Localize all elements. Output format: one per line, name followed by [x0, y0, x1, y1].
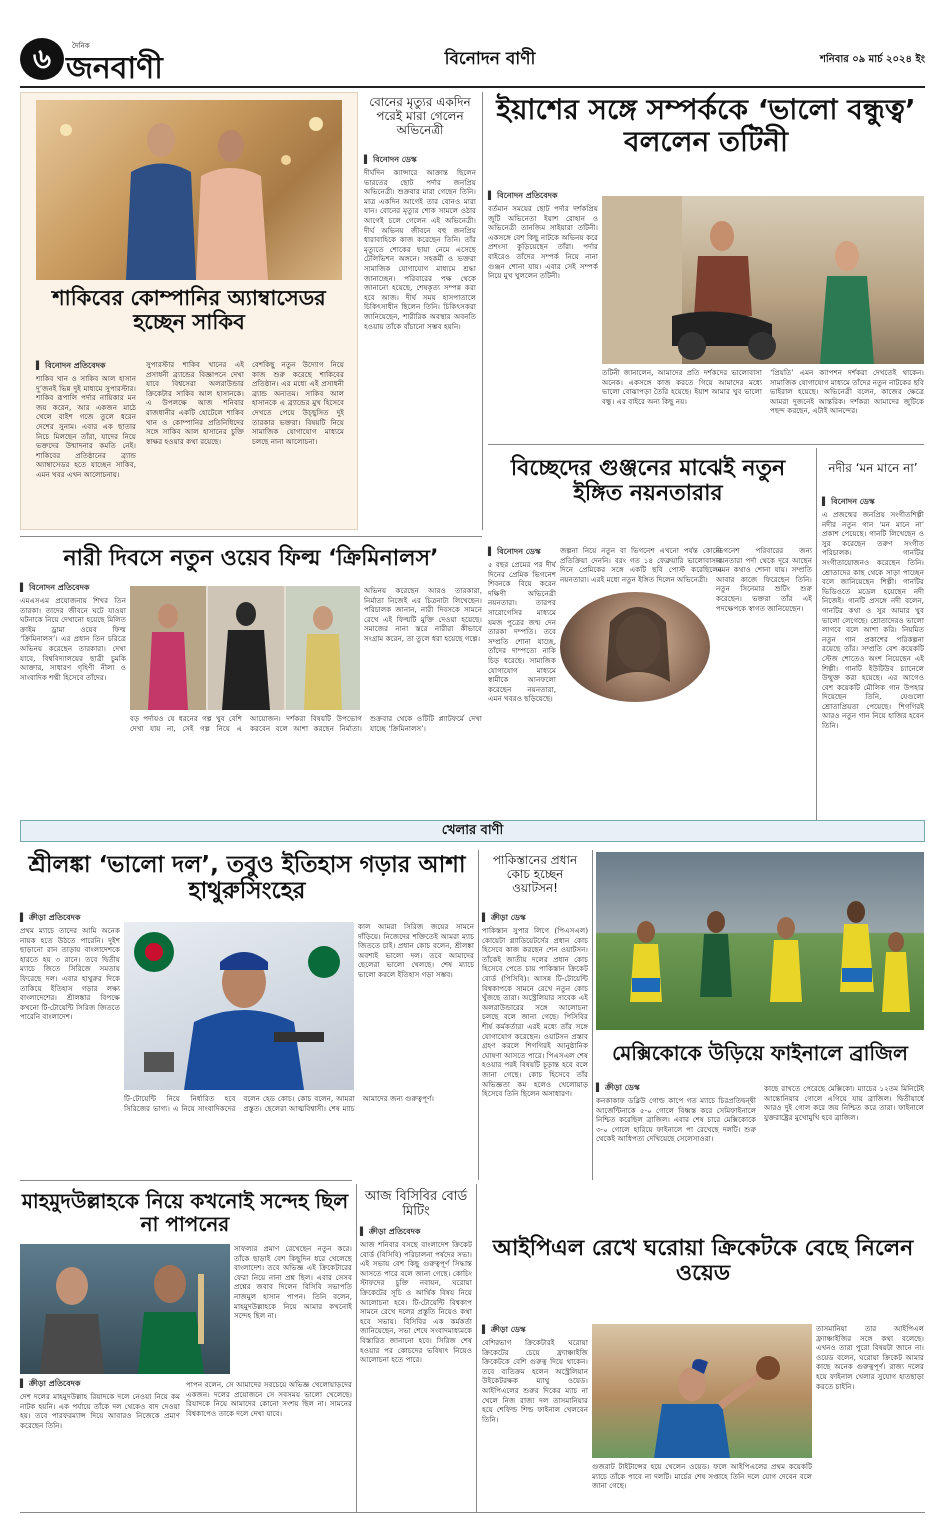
column-rule — [476, 1184, 477, 1512]
brazil-byline-text: ক্রীড়া ডেস্ক — [604, 1083, 640, 1092]
pen-icon: ▌ — [20, 913, 27, 922]
section-title: বিনোদন বাণী — [444, 49, 536, 69]
ipl-photo — [592, 1324, 812, 1458]
pen-icon: ▌ — [488, 191, 495, 200]
pak-body: পাকিস্তান সুপার লিগে (পিএসএল) কোয়েটা গ্ল্যাডিয়েটর্সের প্রধান কোচ হিসেবে কাজ করছেন শেন ওয়াটসন। তাঁকেই জাতীয় দলের প্রধান কোচ হিসেবে পেতে চায় পাকিস্তান ক্রিকেট বোর্ড (পিসিবি)। আসন্ন টি-টোয়েন্টি বিশ্বকাপকে সামনে রেখে নতুন কোচ খুঁজছে তারা। অস্ট্রেলিয়ার সাবেক এই অলরাউন্ডারের সঙ্গে আলোচনা চলছে বলে জানা গেছে। পিসিবির শীর্ষ কর্মকর্তারা এরই মধ্যে তাঁর সঙ্গে যোগাযোগ করেছেন। ওয়াটসন প্রস্তাব গ্রহণ করলে শিগগিরই আনুষ্ঠানিক ঘোষণা আসতে পারে। পিএসএল শেষ হওয়ার পরই বিষয়টি চূড়ান্ত হবে বলে জানা গেছে। কোচ হিসেবে তাঁর অভিজ্ঞতা কম হলেও খেলোয়াড় হিসেবে তিনি ছিলেন অসাধারণ। — [482, 926, 588, 1099]
row-rule — [20, 536, 482, 537]
mahmud-col3: দেশ দলের মাহমুদউল্লাহ রিয়াদকে দলে নেওয়া নিয়ে কম নাটক হয়নি। এক পর্যায়ে তাঁকে দল থেকেও বাদ দেওয়া হয়। তবে পারফরম্যান্স দিয়ে আবারও নিজেকে প্রমাণ করেছেন তিনি। — [20, 1392, 180, 1430]
hathuru-col3: টি-টোয়েন্টি নিয়ে নির্ধারিত হবে সিরিজের ভাগ্য। এ নিয়ে সাংবাদিকদের বলেন হেড কোচ। কোচ বলেন, আমরা প্রস্তুত। ছেলেরা আত্মবিশ্বাসী। শেষ ম্যাচ আমাদের জন্য গুরুত্বপূর্ণ। — [124, 1094, 434, 1113]
nayan-byline — [488, 546, 541, 559]
sister-body: দীর্ঘদিন ক্যান্সারে আক্রান্ত ছিলেন ভারতের ছোট পর্দার জনপ্রিয় অভিনেত্রী। শুক্রবার মারা গেছেন তিনি। মাত্র একদিন আগেই তার বোনও মারা যান। বোনের মৃত্যুর শোক সামলে ওঠার আগেই চলে গেলেন এই অভিনেত্রী। দীর্ঘ অভিনয় জীবনে বহু জনপ্রিয় ধারাবাহিকে কাজ করেছেন তিনি। তাঁর মৃত্যুতে শোকের ছায়া নেমে এসেছে টেলিভিশন অঙ্গনে। সহকর্মী ও ভক্তরা সামাজিক যোগাযোগ মাধ্যমে শ্রদ্ধা জানাচ্ছেন। পরিবারের পক্ষ থেকে জানানো হয়েছে, শেষকৃত্য সম্পন্ন করা হবে আজ। দীর্ঘ সময় হাসপাতালে চিকিৎসাধীন ছিলেন তিনি। চিকিৎসকরা জানিয়েছেন, শারীরিক অবস্থার অবনতি হওয়ায় তাঁকে বাঁচানো সম্ভব হয়নি। — [364, 168, 476, 331]
sister-headline: বোনের মৃত্যুর একদিন পরেই মারা গেলেন অভিনেত্রী — [369, 95, 471, 137]
nayan-headline: বিচ্ছেদের গুঞ্জনের মাঝেই নতুন ইঙ্গিত নয়নতারার — [510, 456, 786, 507]
pak-byline-text: ক্রীড়া ডেস্ক — [490, 913, 526, 922]
pen-icon: ▌ — [364, 155, 371, 164]
pen-icon: ▌ — [822, 497, 829, 506]
logo-text: জনবাণী — [66, 51, 163, 86]
column-rule — [356, 1184, 357, 1512]
sakib-byline-text: বিনোদন প্রতিবেদক — [44, 361, 106, 370]
pen-icon: ▌ — [20, 1379, 27, 1388]
women-photo — [130, 586, 360, 710]
pen-icon: ▌ — [596, 1083, 603, 1092]
mahmud-byline-text: ক্রীড়া প্রতিবেদক — [28, 1379, 81, 1388]
issue-date: শনিবার ০৯ মার্চ ২০২৪ ইং — [820, 54, 925, 65]
women-byline-text: বিনোদন প্রতিবেদক — [28, 583, 90, 592]
brazil-headline: মেক্সিকোকে উড়িয়ে ফাইনালে ব্রাজিল — [612, 1041, 908, 1065]
sakib-col3: বেশকিছু নতুন উদ্যোগ নিয়ে কাজ শুরু করেছে শাকিবের প্রতিষ্ঠান। এর মধ্যে এই প্রসাধনী ব্র্যান্ড অন্যতম। সাকিব আল হাসানকে এ ব্র্যান্ডের মুখ হিসেবে দেখতে পেয়ে উচ্ছ্বসিত দুই তারকার ভক্তরা। বিষয়টি নিয়ে সামাজিক যোগাযোগ মাধ্যমে চলছে নানা আলোচনা। — [252, 360, 344, 446]
women-headline: নারী দিবসে নতুন ওয়েব ফিল্ম ‘ক্রিমিনালস’ — [63, 546, 439, 571]
nayan-photo — [560, 592, 710, 702]
sakib-col1: শাকিব খান ও সাকিব আল হাসান দু’জনই ভিন্ন দুই মাধ্যমে সুপারস্টার। শাকিব রূপালি পর্দার নায়িকার মন জয় করেন, আর একজন মাঠে খেলে বাইশ গজে তুলে ধরেন দেশের সুনাম। এবার এক ছাতার নিচে মিলছেন তাঁরা, যাদের নিয়ে ভক্তদের উন্মাদনার কমতি নেই। শাকিবের প্রতিষ্ঠানের ব্র্যান্ড অ্যাম্বাসেডর হতে যাচ্ছেন সাকিব, এমন খবর এখন আলোচনায়। — [36, 374, 136, 479]
sister-byline-text: বিনোদন ডেস্ক — [372, 155, 417, 164]
sakib-byline — [36, 360, 106, 373]
hathuru-col1: প্রথম ম্যাচে তাদের আমি অনেক নায়ক হতে উঠতে পারেনি। দুইশ ছাড়ানো রান তাড়ায় বাংলাদেশকে হারতে হয় ৩ রানে। তবে দ্বিতীয় ম্যাচে জিতে সিরিজে সমতায় ফিরেছে দল। এবার হাথুরুর দিকে তাকিয়ে ইতিহাস গড়ার লক্ষ্য বাংলাদেশের। শ্রীলঙ্কার বিপক্ষে কখনো টি-টোয়েন্টি সিরিজ জিততে পারেনি বাংলাদেশ। — [20, 926, 120, 1022]
masthead — [20, 36, 925, 84]
nayan-col3: ভিগনেশ পরিবারের জন্য নয়নতারা পর্দা থেকে দূরে আছেন এমন কথাও শোনা যায়। সম্প্রতি আবার কাজে ফিরেছেন তিনি। নতুন সিনেমার শুটিং শুরু করেছেন। ভক্তরা তাঁর এই পদক্ষেপকে স্বাগত জানিয়েছেন। — [716, 546, 812, 613]
yash-byline — [488, 190, 558, 203]
sister-byline — [364, 154, 417, 167]
nayan-col1: ৫ বছর প্রেমের পর দীর্ঘ দিনের প্রেমিক ভিগনেশ শিবনকে বিয়ে করেন দক্ষিণী অভিনেত্রী নয়নতারা। তারপর সারোগেসির মাধ্যমে যমজ পুত্রের জন্ম দেন তারকা দম্পতি। তবে সম্প্রতি শোনা যাচ্ছে, তাঁদের দাম্পত্যে নাকি চিড় ধরেছে। সামাজিক যোগাযোগ মাধ্যমে স্বামীকে আনফলো করেছেন নয়নতারা, এমন খবরও ছড়িয়েছে। — [488, 560, 556, 704]
river-headline: নদীর ‘মন মানে না’ — [828, 461, 918, 475]
river-body: এ প্রজন্মের জনপ্রিয় সংগীতশিল্পী নদীর নতুন গান ‘মন মানে না’ প্রকাশ পেয়েছে। গানটি লিখেছেন ও সুর করেছেন তরুণ সংগীত পরিচালক। গানটির সংগীতায়োজনও করেছেন তিনি। শ্রোতাদের কাছ থেকে সাড়া পাচ্ছেন বলে জানিয়েছেন শিল্পী। গানটির ভিডিওতে মডেল হয়েছেন নদী নিজেই। গানটি প্রসঙ্গে নদী বলেন, গানটির কথা ও সুর আমার খুব ভালো লেগেছে। শ্রোতাদেরও ভালো লাগবে বলে আশা করি। নিয়মিত নতুন গান প্রকাশের পরিকল্পনা রয়েছে তাঁর। সম্প্রতি বেশ কয়েকটি স্টেজ শোতেও অংশ নিয়েছেন এই শিল্পী। গানটি ইউটিউব চ্যানেলে উন্মুক্ত করা হয়েছে। এর আগেও বেশ কয়েকটি মৌলিক গান উপহার দিয়েছেন তিনি, যেগুলো শ্রোতাপ্রিয়তা পেয়েছে। শিগগিরই আরও নতুন গান নিয়ে হাজির হবেন তিনি। — [822, 510, 924, 731]
page-bottom-rule — [20, 1512, 925, 1513]
women-byline — [20, 582, 90, 595]
bcb-body: আজ শনিবার বসছে বাংলাদেশ ক্রিকেট বোর্ড (বিসিবি) পরিচালনা পর্ষদের সভা। এই সভায় বেশ কিছু গুরুত্বপূর্ণ সিদ্ধান্ত আসতে পারে বলে জানা গেছে। কোচিং স্টাফদের চুক্তি নবায়ন, ঘরোয়া ক্রিকেটের সূচি ও আর্থিক বিষয় নিয়ে আলোচনা হবে। টি-টোয়েন্টি বিশ্বকাপ সামনে রেখে দলের প্রস্তুতি নিয়েও কথা হবে সভায়। বিসিবির এক কর্মকর্তা জানিয়েছেন, সভা শেষে সংবাদমাধ্যমকে বিস্তারিত জানানো হবে। সিরিজ শেষ হওয়ার পর কোচদের ভবিষ্যৎ নিয়েও আলোচনা হতে পারে। — [360, 1240, 472, 1365]
bcb-headline: আজ বিসিবির বোর্ড মিটিং — [364, 1189, 468, 1219]
yash-col2: তটিনী জানালেন, আমাদের প্রতি দর্শকদের ভালোবাসা অনেক। একসঙ্গে কাজ করতে গিয়ে আমাদের মধ্যে ভালো বোঝাপড়া তৈরি হয়েছে। ইয়াশ আমার খুব ভালো বন্ধু। এর বাইরে অন্য কিছু নয়। — [602, 368, 762, 406]
nayan-byline-text: বিনোদন ডেস্ক — [496, 547, 541, 556]
page-number: ৬ — [20, 38, 64, 80]
women-col3: বড় পর্দায়ও যে ধরনের গল্প খুব বেশি দেখা যায় না, সেই গল্প নিয়ে এ আয়োজন। দর্শকরা বিষয়টি উপভোগ করবেন বলে আশা করছেন নির্মাতা। শুক্রবার থেকে ওটিটি প্ল্যাটফর্মে দেখা যাচ্ছে ‘ক্রিমিনালস’। — [130, 714, 482, 733]
ipl-col2: গুজরাট টাইটান্সের হয়ে খেলেন ওয়েড। ফলে আইপিএলের প্রথম কয়েকটি ম্যাচে তাঁকে পাবে না দলটি। মার্চের শেষ সপ্তাহে তিনি দলে যোগ দেবেন বলে জানা গেছে। — [592, 1462, 812, 1491]
pen-icon: ▌ — [482, 1325, 489, 1334]
column-rule — [478, 850, 479, 1180]
pak-headline: পাকিস্তানের প্রধান কোচ হচ্ছেন ওয়াটসন! — [492, 853, 578, 895]
yash-headline: ইয়াশের সঙ্গে সম্পর্ককে ‘ভালো বন্ধুত্ব’ বললেন তটিনী — [496, 93, 916, 159]
bcb-byline — [360, 1226, 420, 1239]
hathuru-byline — [20, 912, 80, 925]
river-byline — [822, 496, 875, 509]
yash-byline-text: বিনোদন প্রতিবেদক — [496, 191, 558, 200]
sakib-headline: শাকিবের কোম্পানির অ্যাম্বাসেডর হচ্ছেন সাকিব — [52, 286, 326, 335]
column-rule — [816, 448, 817, 820]
brazil-photo — [596, 852, 924, 1030]
pen-icon: ▌ — [360, 1227, 367, 1236]
pak-byline — [482, 912, 526, 925]
mahmud-photo — [20, 1244, 230, 1374]
logo-small-label: দৈনিক — [72, 42, 90, 50]
ipl-col1: বেশিরভাগ ক্রিকেটারই ঘরোয়া ক্রিকেটের চেয়ে ফ্র্যাঞ্চাইজি ক্রিকেটকে বেশি গুরুত্ব দিয়ে থাকেন। তবে ব্যতিক্রম হলেন অস্ট্রেলিয়ান উইকেটরক্ষক ম্যাথু ওয়েড। আইপিএলের শুরুর দিকের ম্যাচ না খেলে নিজ রাজ্য দল তাসমানিয়ার হয়ে শেফিল্ড শিল্ড ফাইনাল খেলবেন তিনি। — [482, 1338, 588, 1424]
sakib-photo — [36, 100, 342, 280]
newspaper-logo — [66, 38, 276, 86]
hathuru-col2: কাল আমরা সিরিজ জয়ের সামনে দাঁড়িয়ে। নিজেদের শক্তিতেই আমরা ম্যাচ জিততে চাই। প্রধান কোচ বলেন, শ্রীলঙ্কা অবশ্যই ভালো দল। তবে আমাদের ছেলেরা ভালো খেলছে। শেষ ম্যাচে ভালো করলে ইতিহাস গড়া সম্ভব। — [358, 922, 474, 979]
mahmud-headline: মাহমুদউল্লাহকে নিয়ে কখনোই সন্দেহ ছিল না পাপনের — [21, 1189, 349, 1236]
mahmud-byline — [20, 1378, 80, 1391]
mahmud-col2: পাপন বলেন, সে আমাদের সবচেয়ে অভিজ্ঞ খেলোয়াড়দের একজন। দলের প্রয়োজনে সে সবসময় ভালো খেলেছে। রিয়াদকে নিয়ে আমাদের কোনো সংশয় ছিল না। সামনের বিশ্বকাপেও তাকে দলে দেখা যাবে। — [186, 1380, 352, 1418]
pen-icon: ▌ — [482, 913, 489, 922]
pen-icon: ▌ — [36, 361, 43, 370]
sports-section-bar: খেলার বাণী — [20, 820, 925, 842]
ipl-byline — [482, 1324, 526, 1337]
yash-col1: বর্তমান সময়ের ছোট পর্দার দর্শকপ্রিয় জুটি অভিনেতা ইয়াশ রোহান ও অভিনেত্রী তানজিম সাইয়ারা তটিনী। একসঙ্গে বেশ কিছু নাটকে অভিনয় করে প্রশংসা কুড়িয়েছেন তাঁরা। পর্দার বাইরেও তাঁদের সম্পর্ক নিয়ে নানা গুঞ্জন শোনা যায়। এবার সেই সম্পর্ক নিয়ে মুখ খুললেন তটিনী। — [488, 204, 598, 281]
ipl-byline-text: ক্রীড়া ডেস্ক — [490, 1325, 526, 1334]
masthead-rule — [20, 86, 925, 88]
river-byline-text: বিনোদন ডেস্ক — [830, 497, 875, 506]
brazil-col1: কনকাকাফ ডব্লিউ গোল্ড কাপে গত ম্যাচে চিরপ্রতিদ্বন্দ্বী আর্জেন্টিনাকে ৫-০ গোলে বিধ্বস্ত করে সেমিফাইনালে নিশ্চিত করেছিল ব্রাজিল। এবার শেষ চারে মেক্সিকোকে ৩-০ গোলে হারিয়ে ফাইনালে পা রেখেছে দলটি। শুরু থেকেই আধিপত্য দেখিয়েছে সেলেসাওরা। — [596, 1096, 756, 1144]
mahmud-col1: সাফল্যর প্রমাণ রেখেছেন নতুন করে। তাঁকে ছাড়াই বেশ কিছুদিন ধরে খেলেছে বাংলাদেশ। তবে অভিজ্ঞ এই ক্রিকেটারের ফেরা নিয়ে নানা প্রশ্ন ছিল। এবার সেসব প্রশ্নের জবাব দিলেন বিসিবি সভাপতি নাজমুল হাসান পাপন। তিনি বলেন, মাহমুদউল্লাহকে নিয়ে আমার কখনোই সন্দেহ ছিল না। — [234, 1244, 352, 1321]
yash-col3: ‘প্রিয়তি’ এমন ক্যাপশন দর্শকরা দেখতেই থাকেন। সামাজিক যোগাযোগ মাধ্যমে তাঁদের নতুন নাটকের ছবি ভাইরাল হয়েছে। অভিনেত্রী বলেন, কাজের ক্ষেত্রে আমরা দুজনেই আন্তরিক। দর্শকরা আমাদের জুটিকে পছন্দ করছেন, এটাই আনন্দের। — [770, 368, 924, 416]
brazil-byline — [596, 1082, 640, 1095]
row-rule — [488, 444, 924, 445]
hathuru-headline: শ্রীলঙ্কা ‘ভালো দল’, তবুও ইতিহাস গড়ার আশা হাথুরুসিংহের — [28, 852, 466, 905]
brazil-col2: কাছে রাখতে পেরেছে মেক্সিকো। ম্যাচের ১২তম মিনিটেই আন্তোনিয়ার গোলে এগিয়ে যায় ব্রাজিল। দ্বিতীয়ার্ধে আরও দুই গোল করে জয় নিশ্চিত করে তারা। ফাইনালে যুক্তরাষ্ট্রের মুখোমুখি হবে ব্রাজিল। — [764, 1084, 924, 1122]
bcb-byline-text: ক্রীড়া প্রতিবেদক — [368, 1227, 421, 1236]
ipl-col3: তাসমানিয়া তার আইপিএল ফ্র্যাঞ্চাইজির সঙ্গে কথা বলেছে। এখনও তারা পুরো বিষয়টা জানে না। ওয়েড বলেন, ঘরোয়া ক্রিকেট আমার কাছে অনেক গুরুত্বপূর্ণ। রাজ্য দলের হয়ে ফাইনাল খেলার সুযোগ হাতছাড়া করতে চাইনি। — [816, 1324, 924, 1391]
pen-icon: ▌ — [488, 547, 495, 556]
women-col1: এমএসএম প্রযোজনায় শিখর তিন তারকা। তাদের জীবনে ঘটে যাওয়া ঘটনাকে নিয়ে দেখানো হয়েছে মিলিত ক্রাইম ড্রামা ওয়েব ফিল্ম ‘ক্রিমিনালস’। এর প্রধান তিন চরিত্রে অভিনয় করেছেন তারকারা। দেখা যাবে, বিশ্ববিদ্যালয়ের ছাত্রী চুমকি আক্তার, সাধারণ গৃহিণী নীলা ও সাংবাদিক শম্মী হিসেবে তাঁদের। — [20, 596, 126, 682]
sakib-col2: সুপারস্টার শাকিব খানের এই প্রসাধনী ব্র্যান্ডের বিজ্ঞাপনে দেখা যাবে বিশ্বসেরা অলরাউন্ডার ক্রিকেটার সাকিব আল হাসানকে। এ উপলক্ষে আজ শনিবার রাজধানীর একটি হোটেলে শাকিব খান ও কোম্পানির প্রতিনিধিদের সঙ্গে সাকিব আল হাসানের চুক্তি স্বাক্ষর হওয়ার কথা রয়েছে। — [146, 360, 244, 446]
hathuru-photo — [124, 922, 354, 1090]
yash-photo — [602, 196, 924, 364]
hathuru-byline-text: ক্রীড়া প্রতিবেদক — [28, 913, 81, 922]
women-col2: অভিনয় করেছেন আরও তারকারা, নির্মাতা নিজেই এর চিত্রনাট্য লিখেছেন। পরিচালক জানান, নারী দিবসকে সামনে রেখে এই ফিল্মটি মুক্তি দেওয়া হয়েছে। সমাজের নানা স্তরে নারীরা কীভাবে সংগ্রাম করেন, তা তুলে ধরা হয়েছে গল্পে। — [364, 586, 482, 643]
column-rule — [482, 92, 483, 530]
row-rule — [20, 1180, 352, 1181]
ipl-headline: আইপিএল রেখে ঘরোয়া ক্রিকেটকে বেছে নিলেন ওয়েড — [492, 1236, 914, 1287]
nayan-col2: জল্পনা নিয়ে নতুন বা ভিগনেশ এখনো পর্যন্ত কোনো প্রতিক্রিয়া দেননি। বরং গত ১৪ ফেব্রুয়ারি ভালোবাসার দিনে প্রেমিকের সঙ্গে একটি ছবি পোস্ট করেছিলেন নয়নতারা। এরই মধ্যে নতুন ইঙ্গিত দিলেন অভিনেত্রী। — [560, 546, 722, 584]
column-rule — [592, 850, 593, 1180]
pen-icon: ▌ — [20, 583, 27, 592]
